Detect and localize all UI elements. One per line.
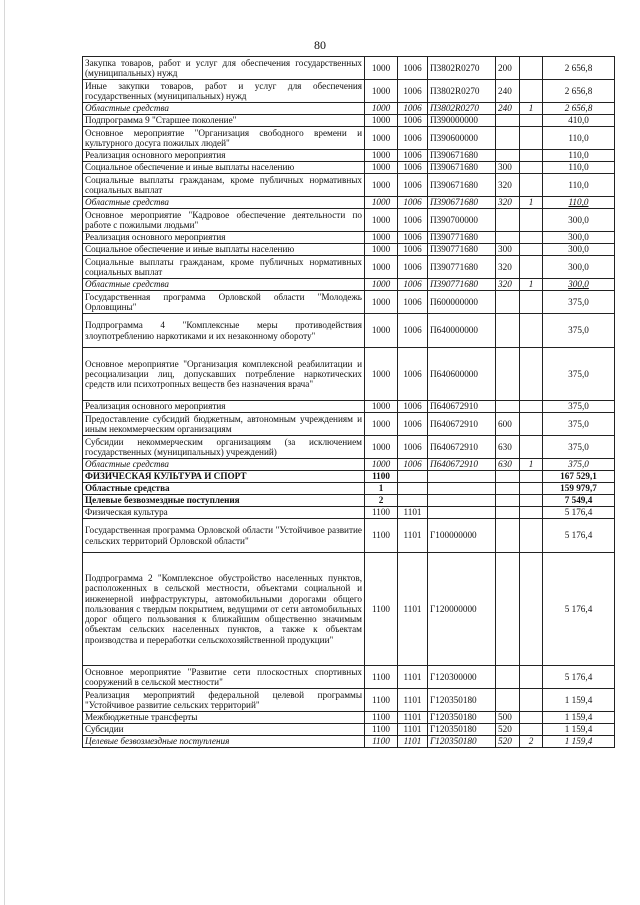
- row-target-article-cell: [428, 471, 496, 483]
- row-target-article-cell: [428, 495, 496, 507]
- row-amount-cell: 5 176,4: [543, 507, 615, 519]
- row-funding-source-cell: [520, 507, 543, 519]
- row-amount-cell: 375,0: [543, 413, 615, 436]
- row-section-cell: 1000: [365, 413, 398, 436]
- row-name-cell: Областные средства: [83, 103, 365, 115]
- row-amount-cell: 2 656,8: [543, 57, 615, 80]
- row-subsection-cell: 1006: [398, 459, 428, 471]
- row-subsection-cell: 1006: [398, 80, 428, 103]
- row-subsection-cell: 1101: [398, 507, 428, 519]
- row-target-article-cell: П390600000: [428, 127, 496, 150]
- row-expense-type-cell: 320: [496, 174, 520, 197]
- row-section-cell: 1100: [365, 736, 398, 748]
- row-funding-source-cell: 1: [520, 459, 543, 471]
- row-target-article-cell: Г120350180: [428, 689, 496, 712]
- row-section-cell: 1000: [365, 291, 398, 314]
- table-row: [83, 483, 615, 495]
- row-expense-type-cell: [496, 666, 520, 689]
- row-section-cell: 1000: [365, 401, 398, 413]
- table-row: [83, 115, 615, 127]
- row-funding-source-cell: [520, 689, 543, 712]
- row-funding-source-cell: [520, 232, 543, 244]
- row-name-cell: Областные средства: [83, 459, 365, 471]
- row-section-cell: 1100: [365, 724, 398, 736]
- row-amount-cell: 2 656,8: [543, 103, 615, 115]
- row-subsection-cell: 1101: [398, 712, 428, 724]
- row-section-cell: 1000: [365, 279, 398, 291]
- row-subsection-cell: 1006: [398, 57, 428, 80]
- row-amount-cell: 2 656,8: [543, 80, 615, 103]
- row-section-cell: 1000: [365, 232, 398, 244]
- row-section-cell: 1000: [365, 174, 398, 197]
- row-funding-source-cell: [520, 256, 543, 279]
- row-name-cell: Подпрограмма 4 "Комплексные меры противодействия злоупотреблению наркотиками и их незаконному обороту": [83, 314, 365, 348]
- row-expense-type-cell: [496, 689, 520, 712]
- row-target-article-cell: Г100000000: [428, 519, 496, 553]
- row-target-article-cell: П390771680: [428, 244, 496, 256]
- row-subsection-cell: 1006: [398, 150, 428, 162]
- row-funding-source-cell: [520, 209, 543, 232]
- row-expense-type-cell: [496, 209, 520, 232]
- row-amount-cell: 5 176,4: [543, 666, 615, 689]
- table-row: [83, 232, 615, 244]
- table-row: [83, 553, 615, 666]
- row-funding-source-cell: [520, 174, 543, 197]
- budget-table-body: [83, 57, 615, 748]
- row-amount-cell: 167 529,1: [543, 471, 615, 483]
- table-row: [83, 150, 615, 162]
- row-amount-cell: 375,0: [543, 314, 615, 348]
- row-section-cell: 1000: [365, 459, 398, 471]
- row-expense-type-cell: [496, 115, 520, 127]
- row-name-cell: Закупка товаров, работ и услуг для обеспечения государственных (муниципальных) нужд: [83, 57, 365, 80]
- row-subsection-cell: [398, 483, 428, 495]
- row-funding-source-cell: 1: [520, 279, 543, 291]
- row-funding-source-cell: [520, 401, 543, 413]
- row-amount-cell: 300,0: [543, 209, 615, 232]
- table-row: [83, 57, 615, 80]
- row-subsection-cell: 1006: [398, 244, 428, 256]
- table-row: [83, 256, 615, 279]
- row-amount-cell: 300,0: [543, 232, 615, 244]
- table-row: [83, 519, 615, 553]
- row-name-cell: Реализация основного мероприятия: [83, 232, 365, 244]
- row-subsection-cell: 1006: [398, 436, 428, 459]
- row-target-article-cell: П3802R0270: [428, 80, 496, 103]
- row-amount-cell: 5 176,4: [543, 519, 615, 553]
- row-funding-source-cell: [520, 495, 543, 507]
- row-target-article-cell: [428, 483, 496, 495]
- table-row: [83, 495, 615, 507]
- row-amount-cell: 375,0: [543, 436, 615, 459]
- row-expense-type-cell: [496, 483, 520, 495]
- row-name-cell: Реализация основного мероприятия: [83, 150, 365, 162]
- row-name-cell: Социальные выплаты гражданам, кроме публичных нормативных социальных выплат: [83, 174, 365, 197]
- row-subsection-cell: 1006: [398, 209, 428, 232]
- table-row: [83, 712, 615, 724]
- row-expense-type-cell: [496, 519, 520, 553]
- row-target-article-cell: П640672910: [428, 459, 496, 471]
- row-expense-type-cell: 240: [496, 80, 520, 103]
- row-target-article-cell: П640672910: [428, 413, 496, 436]
- row-amount-cell: 110,0: [543, 127, 615, 150]
- table-row: [83, 724, 615, 736]
- row-target-article-cell: П390771680: [428, 279, 496, 291]
- row-section-cell: 1100: [365, 689, 398, 712]
- table-row: [83, 127, 615, 150]
- row-subsection-cell: 1006: [398, 127, 428, 150]
- row-subsection-cell: 1006: [398, 348, 428, 401]
- row-expense-type-cell: [496, 291, 520, 314]
- row-section-cell: 1000: [365, 348, 398, 401]
- row-name-cell: Социальное обеспечение и иные выплаты населению: [83, 244, 365, 256]
- row-expense-type-cell: [496, 471, 520, 483]
- row-amount-cell: 1 159,4: [543, 736, 615, 748]
- row-target-article-cell: [428, 507, 496, 519]
- row-amount-cell: 375,0: [543, 459, 615, 471]
- row-target-article-cell: П3802R0270: [428, 103, 496, 115]
- row-amount-cell: 110,0: [543, 162, 615, 174]
- row-section-cell: 1000: [365, 244, 398, 256]
- page-number: 80: [314, 38, 326, 52]
- table-row: [83, 209, 615, 232]
- row-funding-source-cell: [520, 115, 543, 127]
- row-name-cell: Государственная программа Орловской области "Молодежь Орловщины": [83, 291, 365, 314]
- row-target-article-cell: П390000000: [428, 115, 496, 127]
- row-subsection-cell: [398, 495, 428, 507]
- row-subsection-cell: 1101: [398, 519, 428, 553]
- row-funding-source-cell: 1: [520, 197, 543, 209]
- row-subsection-cell: 1006: [398, 232, 428, 244]
- row-subsection-cell: 1006: [398, 162, 428, 174]
- row-funding-source-cell: [520, 724, 543, 736]
- row-name-cell: Целевые безвозмездные поступления: [83, 495, 365, 507]
- row-subsection-cell: 1006: [398, 103, 428, 115]
- row-funding-source-cell: [520, 80, 543, 103]
- row-target-article-cell: П600000000: [428, 291, 496, 314]
- row-target-article-cell: П390671680: [428, 162, 496, 174]
- row-name-cell: Основное мероприятие "Организация комплексной реабилитации и ресоциализации лиц, допускавших потребление наркотических средств или психотропных веществ без назначения врача": [83, 348, 365, 401]
- row-subsection-cell: 1101: [398, 553, 428, 666]
- row-section-cell: 1000: [365, 127, 398, 150]
- row-name-cell: Реализация мероприятий федеральной целевой программы "Устойчивое развитие сельских территорий": [83, 689, 365, 712]
- row-target-article-cell: Г120000000: [428, 553, 496, 666]
- row-expense-type-cell: [496, 150, 520, 162]
- row-subsection-cell: 1101: [398, 724, 428, 736]
- row-amount-cell: 1 159,4: [543, 712, 615, 724]
- row-expense-type-cell: 200: [496, 57, 520, 80]
- row-expense-type-cell: [496, 232, 520, 244]
- row-funding-source-cell: [520, 471, 543, 483]
- row-expense-type-cell: [496, 348, 520, 401]
- row-expense-type-cell: 520: [496, 736, 520, 748]
- row-amount-cell: 375,0: [543, 291, 615, 314]
- row-expense-type-cell: 520: [496, 724, 520, 736]
- row-amount-cell: 1 159,4: [543, 689, 615, 712]
- row-funding-source-cell: [520, 127, 543, 150]
- row-subsection-cell: 1006: [398, 174, 428, 197]
- row-amount-cell: 159 979,7: [543, 483, 615, 495]
- row-subsection-cell: [398, 471, 428, 483]
- table-row: [83, 348, 615, 401]
- row-subsection-cell: 1006: [398, 401, 428, 413]
- row-section-cell: 1000: [365, 150, 398, 162]
- row-target-article-cell: П640000000: [428, 314, 496, 348]
- row-funding-source-cell: [520, 314, 543, 348]
- row-expense-type-cell: 500: [496, 712, 520, 724]
- table-row: [83, 291, 615, 314]
- row-amount-cell: 410,0: [543, 115, 615, 127]
- row-name-cell: ФИЗИЧЕСКАЯ КУЛЬТУРА И СПОРТ: [83, 471, 365, 483]
- row-section-cell: 1000: [365, 57, 398, 80]
- row-target-article-cell: Г120350180: [428, 724, 496, 736]
- row-name-cell: Подпрограмма 9 "Старшее поколение": [83, 115, 365, 127]
- row-target-article-cell: П3802R0270: [428, 57, 496, 80]
- table-row: [83, 162, 615, 174]
- row-expense-type-cell: 320: [496, 197, 520, 209]
- row-expense-type-cell: 240: [496, 103, 520, 115]
- row-amount-cell: 110,0: [543, 150, 615, 162]
- row-subsection-cell: 1006: [398, 314, 428, 348]
- row-section-cell: 1100: [365, 471, 398, 483]
- row-funding-source-cell: [520, 291, 543, 314]
- row-section-cell: 1100: [365, 553, 398, 666]
- row-name-cell: Реализация основного мероприятия: [83, 401, 365, 413]
- row-funding-source-cell: [520, 436, 543, 459]
- row-funding-source-cell: [520, 57, 543, 80]
- table-row: [83, 459, 615, 471]
- row-section-cell: 1000: [365, 209, 398, 232]
- table-row: [83, 197, 615, 209]
- row-subsection-cell: 1101: [398, 666, 428, 689]
- row-expense-type-cell: 630: [496, 459, 520, 471]
- row-expense-type-cell: [496, 401, 520, 413]
- row-name-cell: Подпрограмма 2 "Комплексное обустройство населенных пунктов, расположенных в сельской местности, объектами социальной и инженерной инфраструктуры, автомобильными дорогами общего пользования с твердым покрытием, ведущими от сети автомобильных дорог общего пользования к ближайшим общественно значимым объектам сельских населенных пунктов, а также к объектам производства и переработки сельскохозяйственной продукции": [83, 553, 365, 666]
- row-target-article-cell: П390771680: [428, 232, 496, 244]
- table-row: [83, 413, 615, 436]
- row-name-cell: Целевые безвозмездные поступления: [83, 736, 365, 748]
- table-row: [83, 244, 615, 256]
- row-target-article-cell: П640672910: [428, 436, 496, 459]
- budget-table: [82, 56, 615, 748]
- row-section-cell: 1000: [365, 256, 398, 279]
- row-section-cell: 1000: [365, 80, 398, 103]
- row-target-article-cell: П390700000: [428, 209, 496, 232]
- table-row: [83, 401, 615, 413]
- row-funding-source-cell: [520, 666, 543, 689]
- row-amount-cell: 1 159,4: [543, 724, 615, 736]
- row-section-cell: 1100: [365, 519, 398, 553]
- row-section-cell: 1100: [365, 666, 398, 689]
- row-expense-type-cell: [496, 507, 520, 519]
- row-expense-type-cell: 600: [496, 413, 520, 436]
- row-funding-source-cell: 1: [520, 103, 543, 115]
- table-row: [83, 666, 615, 689]
- row-funding-source-cell: [520, 244, 543, 256]
- row-section-cell: 1100: [365, 507, 398, 519]
- row-expense-type-cell: 320: [496, 256, 520, 279]
- row-name-cell: Основное мероприятие "Организация свободного времени и культурного досуга пожилых людей": [83, 127, 365, 150]
- table-row: [83, 689, 615, 712]
- row-expense-type-cell: 300: [496, 244, 520, 256]
- row-funding-source-cell: [520, 483, 543, 495]
- row-name-cell: Социальные выплаты гражданам, кроме публичных нормативных социальных выплат: [83, 256, 365, 279]
- row-section-cell: 1: [365, 483, 398, 495]
- row-subsection-cell: 1006: [398, 279, 428, 291]
- row-name-cell: Социальное обеспечение и иные выплаты населению: [83, 162, 365, 174]
- row-section-cell: 1000: [365, 103, 398, 115]
- row-target-article-cell: П390771680: [428, 256, 496, 279]
- row-section-cell: 1100: [365, 712, 398, 724]
- row-subsection-cell: 1006: [398, 115, 428, 127]
- row-amount-cell: 110,0: [543, 197, 615, 209]
- row-subsection-cell: 1006: [398, 413, 428, 436]
- row-subsection-cell: 1101: [398, 736, 428, 748]
- row-target-article-cell: Г120350180: [428, 736, 496, 748]
- row-expense-type-cell: 630: [496, 436, 520, 459]
- row-subsection-cell: 1006: [398, 197, 428, 209]
- row-funding-source-cell: [520, 413, 543, 436]
- row-amount-cell: 375,0: [543, 401, 615, 413]
- row-expense-type-cell: 300: [496, 162, 520, 174]
- table-row: [83, 507, 615, 519]
- row-funding-source-cell: [520, 348, 543, 401]
- row-expense-type-cell: 320: [496, 279, 520, 291]
- row-target-article-cell: Г120300000: [428, 666, 496, 689]
- row-expense-type-cell: [496, 495, 520, 507]
- row-section-cell: 1000: [365, 197, 398, 209]
- table-row: [83, 103, 615, 115]
- row-section-cell: 1000: [365, 162, 398, 174]
- row-section-cell: 1000: [365, 115, 398, 127]
- row-name-cell: Основное мероприятие "Развитие сети плоскостных спортивных сооружений в сельской местности": [83, 666, 365, 689]
- row-subsection-cell: 1006: [398, 291, 428, 314]
- scan-margin-rule: [4, 0, 5, 905]
- table-row: [83, 174, 615, 197]
- row-funding-source-cell: 2: [520, 736, 543, 748]
- row-name-cell: Межбюджетные трансферты: [83, 712, 365, 724]
- row-name-cell: Иные закупки товаров, работ и услуг для обеспечения государственных (муниципальных) нужд: [83, 80, 365, 103]
- row-amount-cell: 300,0: [543, 279, 615, 291]
- row-amount-cell: 300,0: [543, 244, 615, 256]
- table-row: [83, 314, 615, 348]
- row-name-cell: Областные средства: [83, 197, 365, 209]
- row-name-cell: Предоставление субсидий бюджетным, автономным учреждениям и иным некоммерческим организациям: [83, 413, 365, 436]
- table-row: [83, 471, 615, 483]
- row-funding-source-cell: [520, 519, 543, 553]
- row-target-article-cell: П640600000: [428, 348, 496, 401]
- row-target-article-cell: П640672910: [428, 401, 496, 413]
- row-funding-source-cell: [520, 162, 543, 174]
- row-target-article-cell: Г120350180: [428, 712, 496, 724]
- row-subsection-cell: 1101: [398, 689, 428, 712]
- row-target-article-cell: П390671680: [428, 174, 496, 197]
- row-section-cell: 1000: [365, 314, 398, 348]
- row-funding-source-cell: [520, 712, 543, 724]
- table-row: [83, 736, 615, 748]
- row-section-cell: 1000: [365, 436, 398, 459]
- row-name-cell: Субсидии некоммерческим организациям (за исключением государственных (муниципальных) учреждений): [83, 436, 365, 459]
- table-row: [83, 80, 615, 103]
- row-name-cell: Областные средства: [83, 279, 365, 291]
- row-expense-type-cell: [496, 127, 520, 150]
- row-expense-type-cell: [496, 314, 520, 348]
- row-name-cell: Основное мероприятие "Кадровое обеспечение деятельности по работе с пожилыми людьми": [83, 209, 365, 232]
- row-funding-source-cell: [520, 553, 543, 666]
- row-target-article-cell: П390671680: [428, 150, 496, 162]
- row-name-cell: Субсидии: [83, 724, 365, 736]
- table-row: [83, 436, 615, 459]
- row-amount-cell: 110,0: [543, 174, 615, 197]
- row-target-article-cell: П390671680: [428, 197, 496, 209]
- row-funding-source-cell: [520, 150, 543, 162]
- row-name-cell: Физическая культура: [83, 507, 365, 519]
- row-amount-cell: 300,0: [543, 256, 615, 279]
- row-name-cell: Государственная программа Орловской области "Устойчивое развитие сельских территорий Орловской области": [83, 519, 365, 553]
- row-expense-type-cell: [496, 553, 520, 666]
- row-subsection-cell: 1006: [398, 256, 428, 279]
- row-amount-cell: 7 549,4: [543, 495, 615, 507]
- table-row: [83, 279, 615, 291]
- row-amount-cell: 375,0: [543, 348, 615, 401]
- row-amount-cell: 5 176,4: [543, 553, 615, 666]
- row-section-cell: 2: [365, 495, 398, 507]
- row-name-cell: Областные средства: [83, 483, 365, 495]
